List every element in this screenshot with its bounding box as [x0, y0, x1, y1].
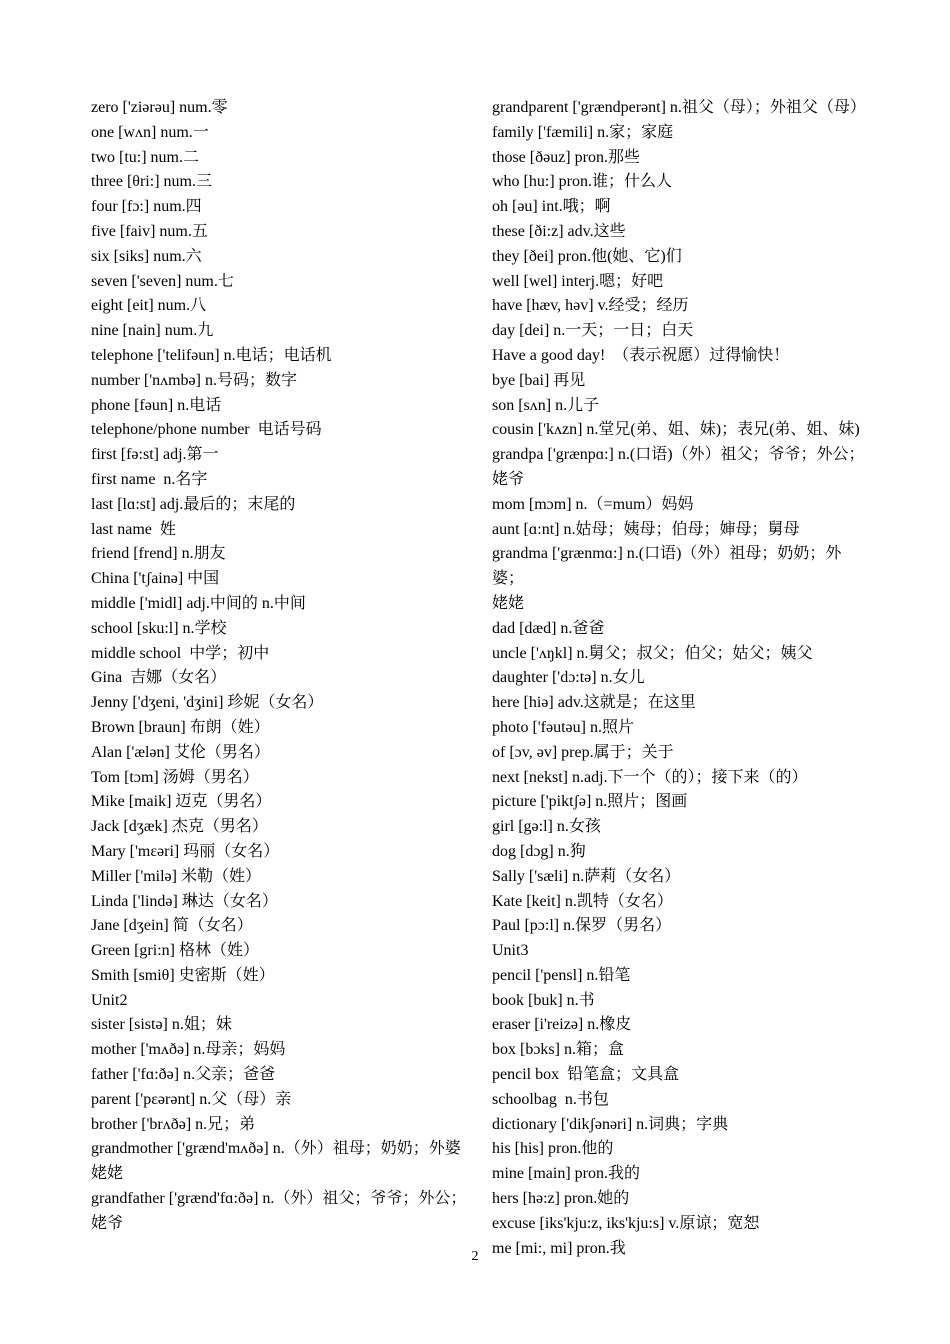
vocabulary-entry: girl [gə:l] n.女孩	[492, 818, 601, 836]
vocabulary-entry: middle ['midl] adj.中间的 n.中间	[91, 594, 306, 612]
right-vocabulary-column	[492, 96, 872, 1261]
vocabulary-entry: last [lɑ:st] adj.最后的；末尾的	[91, 495, 296, 513]
vocabulary-entry: dad [dæd] n.爸爸	[492, 619, 605, 637]
vocabulary-entry: Unit2	[91, 991, 128, 1009]
vocabulary-entry: grandparent ['grændperənt] n.祖父（母）；外祖父（母）	[492, 99, 866, 116]
vocabulary-entry: daughter ['dɔ:tə] n.女儿	[492, 669, 645, 687]
vocabulary-entry: son [sʌn] n.儿子	[492, 396, 600, 414]
vocabulary-entry: Mary ['mɛəri] 玛丽（女名）	[91, 842, 280, 860]
vocabulary-entry: Alan ['ælən] 艾伦（男名）	[91, 743, 270, 761]
vocabulary-entry: aunt [ɑ:nt] n.姑母；姨母；伯母；婶母；舅母	[492, 520, 800, 538]
vocabulary-entry: they [ðei] pron.他(她、它)们	[492, 247, 682, 265]
vocabulary-entry: Kate [keit] n.凯特（女名）	[492, 892, 673, 910]
vocabulary-entry: Mike [maik] 迈克（男名）	[91, 793, 272, 811]
vocabulary-entry: seven ['seven] num.七	[91, 272, 234, 290]
vocabulary-entry: father ['fɑ:ðə] n.父亲；爸爸	[91, 1066, 276, 1084]
vocabulary-entry: six [siks] num.六	[91, 247, 202, 265]
vocabulary-entry: photo ['fəutəu] n.照片	[492, 718, 634, 736]
vocabulary-entry: day [dei] n.一天；一日；白天	[492, 322, 694, 340]
vocabulary-entry: first [fə:st] adj.第一	[91, 446, 219, 464]
vocabulary-entry: nine [nain] num.九	[91, 322, 214, 340]
left-vocabulary-column	[91, 96, 471, 1237]
vocabulary-entry: book [buk] n.书	[492, 991, 595, 1009]
vocabulary-entry: have [hæv, həv] v.经受；经历	[492, 297, 689, 315]
vocabulary-entry: eight [eit] num.八	[91, 297, 207, 315]
vocabulary-entry: excuse [iks'kju:z, iks'kju:s] v.原谅；宽恕	[492, 1214, 760, 1232]
vocabulary-entry: two [tu:] num.二	[91, 148, 199, 166]
vocabulary-entry: box [bɔks] n.箱；盒	[492, 1041, 624, 1059]
vocabulary-entry: cousin ['kʌzn] n.堂兄(弟、姐、妹)；表兄(弟、姐、妹)	[492, 421, 860, 439]
vocabulary-entry: friend [frend] n.朋友	[91, 545, 226, 563]
vocabulary-entry: Tom [tɔm] 汤姆（男名）	[91, 768, 259, 786]
vocabulary-entry: Miller ['milə] 米勒（姓）	[91, 867, 261, 885]
vocabulary-entry: Gina 吉娜（女名）	[91, 669, 227, 687]
vocabulary-entry: three [θri:] num.三	[91, 173, 212, 191]
vocabulary-entry: Jane [dʒein] 简（女名）	[91, 917, 253, 935]
vocabulary-entry: brother ['brʌðə] n.兄；弟	[91, 1115, 256, 1133]
vocabulary-entry: Have a good day! （表示祝愿）过得愉快！	[492, 346, 790, 364]
vocabulary-entry: those [ðəuz] pron.那些	[492, 148, 640, 166]
vocabulary-entry: picture ['piktʃə] n.照片；图画	[492, 793, 688, 811]
vocabulary-entry: oh [əu] int.哦；啊	[492, 198, 611, 216]
vocabulary-entry: last name 姓	[91, 520, 176, 538]
vocabulary-entry: who [hu:] pron.谁；什么人	[492, 173, 672, 191]
vocabulary-entry: his [his] pron.他的	[492, 1140, 614, 1158]
vocabulary-entry: dictionary ['dikʃənəri] n.词典；字典	[492, 1115, 729, 1133]
vocabulary-entry: dog [dɔg] n.狗	[492, 842, 586, 860]
vocabulary-entry: Unit3	[492, 942, 529, 960]
vocabulary-entry: mother ['mʌðə] n.母亲；妈妈	[91, 1041, 286, 1059]
vocabulary-entry: of [ɔv, əv] prep.属于；关于	[492, 743, 674, 761]
vocabulary-entry: Jenny ['dʒeni, 'dʒini] 珍妮（女名）	[91, 694, 324, 712]
vocabulary-entry: grandmother ['grænd'mʌðə] n.（外）祖母；奶奶；外婆 姥姥	[91, 1140, 461, 1183]
vocabulary-entry: hers [hə:z] pron.她的	[492, 1190, 630, 1208]
vocabulary-entry: five [faiv] num.五	[91, 222, 208, 240]
vocabulary-entry: bye [bai] 再见	[492, 371, 586, 389]
vocabulary-entry: number ['nʌmbə] n.号码；数字	[91, 371, 297, 389]
vocabulary-entry: telephone/phone number 电话号码	[91, 421, 322, 439]
vocabulary-entry: Green [gri:n] 格林（姓）	[91, 942, 259, 960]
vocabulary-entry: mom [mɔm] n.（=mum）妈妈	[492, 495, 694, 513]
vocabulary-entry: Linda ['lində] 琳达（女名）	[91, 892, 278, 910]
vocabulary-entry: middle school 中学；初中	[91, 644, 270, 662]
vocabulary-entry: zero ['ziərəu] num.零	[91, 99, 228, 116]
vocabulary-entry: first name n.名字	[91, 470, 208, 488]
page-number: 2	[471, 1249, 479, 1264]
vocabulary-entry: grandma ['grænmɑ:] n.(口语)（外）祖母；奶奶；外婆； 姥姥	[492, 545, 842, 612]
vocabulary-entry: grandfather ['grænd'fɑ:ðə] n.（外）祖父；爷爷；外公； 姥爷	[91, 1190, 467, 1232]
vocabulary-entry: next [nekst] n.adj.下一个（的）；接下来（的）	[492, 768, 808, 786]
vocabulary-entry: grandpa ['grænpɑ:] n.(口语)（外）祖父；爷爷；外公； 姥爷	[492, 446, 865, 488]
vocabulary-entry: uncle ['ʌŋkl] n.舅父；叔父；伯父；姑父；姨父	[492, 644, 813, 662]
vocabulary-entry: Brown [braun] 布朗（姓）	[91, 718, 270, 736]
vocabulary-entry: here [hiə] adv.这就是；在这里	[492, 694, 696, 712]
vocabulary-entry: Sally ['sæli] n.萨莉（女名）	[492, 867, 681, 885]
vocabulary-entry: me [mi:, mi] pron.我	[492, 1239, 626, 1257]
vocabulary-entry: family ['fæmili] n.家；家庭	[492, 123, 674, 141]
vocabulary-entry: Smith [smiθ] 史密斯（姓）	[91, 966, 275, 984]
vocabulary-entry: these [ði:z] adv.这些	[492, 222, 626, 240]
vocabulary-entry: China ['tʃainə] 中国	[91, 570, 220, 588]
vocabulary-entry: well [wel] interj.嗯；好吧	[492, 272, 664, 290]
vocabulary-entry: pencil ['pensl] n.铅笔	[492, 966, 631, 984]
vocabulary-entry: phone [fəun] n.电话	[91, 396, 222, 414]
vocabulary-entry: one [wʌn] num.一	[91, 123, 209, 141]
vocabulary-entry: mine [main] pron.我的	[492, 1165, 640, 1183]
vocabulary-entry: eraser [i'reizə] n.橡皮	[492, 1016, 632, 1034]
vocabulary-entry: parent ['pɛərənt] n.父（母）亲	[91, 1090, 292, 1108]
vocabulary-entry: Jack [dʒæk] 杰克（男名）	[91, 818, 268, 836]
vocabulary-entry: four [fɔ:] num.四	[91, 198, 202, 216]
vocabulary-entry: school [sku:l] n.学校	[91, 619, 227, 637]
vocabulary-entry: schoolbag n.书包	[492, 1090, 609, 1108]
vocabulary-entry: telephone ['telifəun] n.电话；电话机	[91, 346, 332, 364]
vocabulary-entry: Paul [pɔ:l] n.保罗（男名）	[492, 917, 672, 935]
vocabulary-entry: sister [sistə] n.姐；妹	[91, 1016, 232, 1034]
vocabulary-entry: pencil box 铅笔盒；文具盒	[492, 1066, 680, 1084]
